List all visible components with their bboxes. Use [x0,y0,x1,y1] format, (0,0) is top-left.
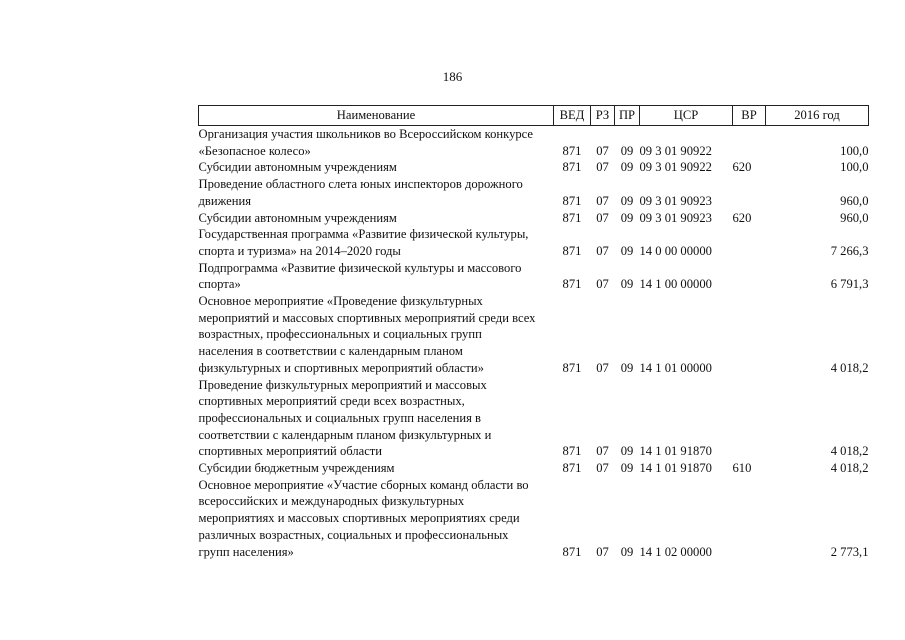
row-rz: 07 [596,210,609,225]
row-name [199,176,554,209]
row-name-line: групп населения» [198,544,294,559]
row-ved: 871 [562,210,582,225]
row-csr: 14 0 00 00000 [639,243,712,258]
row-name [199,460,554,477]
budget-table [198,105,869,560]
row-vr: 610 [732,461,752,476]
row-name-line: соответствии с календарным планом физкультурных и [198,427,492,442]
row-name-line: мероприятиях и массовых спортивных мероприятиях среди [198,511,520,526]
row-sum: 7 266,3 [830,243,869,258]
row-rz: 07 [596,444,609,459]
header-year-2016: 2016 год [766,106,869,126]
row-vr [733,260,766,293]
row-name-line: спортивных мероприятий среди всех возрастных, [198,394,465,409]
row-name-line: «Безопасное колесо» [198,143,311,158]
row-sum: 4 018,2 [830,461,869,476]
row-name [199,210,554,227]
row-name [199,477,554,561]
table-row [199,210,869,227]
row-ved: 871 [562,143,582,158]
row-rz: 07 [596,360,609,375]
row-sum: 6 791,3 [830,277,869,292]
row-name-line: различных возрастных, социальных и профессиональных [198,527,509,542]
row-rz: 07 [596,544,609,559]
header-rz: РЗ [591,106,615,126]
row-csr: 09 3 01 90922 [639,143,712,158]
row-name-line: Основное мероприятие «Участие сборных команд области во [198,477,529,492]
table-row [199,226,869,259]
row-sum: 4 018,2 [830,444,869,459]
row-name-line: Основное мероприятие «Проведение физкультурных [198,294,483,309]
table-row [199,176,869,209]
row-rz: 07 [596,143,609,158]
row-pr: 09 [620,277,634,292]
header-name: Наименование [199,106,554,126]
header-csr: ЦСР [640,106,733,126]
row-pr: 09 [620,193,634,208]
row-name-line: возрастных, профессиональных и социальных групп [198,327,482,342]
row-rz: 07 [596,461,609,476]
row-sum: 2 773,1 [830,544,869,559]
table-row [199,377,869,461]
row-vr [733,293,766,377]
row-csr: 14 1 00 00000 [639,277,712,292]
row-name-line: спортивных мероприятий области [198,444,383,459]
row-name-line: Субсидии автономным учреждениям [198,210,397,225]
row-ved: 871 [562,193,582,208]
row-sum: 4 018,2 [830,360,869,375]
row-pr: 09 [620,444,634,459]
row-pr: 09 [620,360,634,375]
row-ved: 871 [562,544,582,559]
row-sum: 960,0 [840,210,869,225]
row-ved: 871 [562,243,582,258]
row-vr: 620 [732,210,752,225]
row-ved: 871 [562,160,582,175]
row-name-line: Подпрограмма «Развитие физической культуры и массового [198,260,522,275]
row-sum: 100,0 [840,160,869,175]
table-header-row [199,106,869,126]
row-csr: 14 1 01 91870 [639,461,712,476]
row-rz: 07 [596,160,609,175]
row-csr: 14 1 01 00000 [639,360,712,375]
row-pr: 09 [620,461,634,476]
row-name-line: Субсидии бюджетным учреждениям [198,461,395,476]
row-name-line: мероприятий и массовых спортивных мероприятий среди всех [198,310,536,325]
row-pr: 09 [620,210,634,225]
row-name-line: Проведение физкультурных мероприятий и массовых [198,377,487,392]
row-name-line: физкультурных и спортивных мероприятий области» [198,360,484,375]
row-vr [733,126,766,160]
row-csr: 09 3 01 90922 [639,160,712,175]
row-ved: 871 [562,360,582,375]
row-sum: 960,0 [840,193,869,208]
table-row [199,126,869,160]
table-row [199,477,869,561]
row-csr: 09 3 01 90923 [639,210,712,225]
row-name-line: Проведение областного слета юных инспекторов дорожного [198,177,523,192]
row-ved: 871 [562,277,582,292]
row-name [199,159,554,176]
row-vr [733,477,766,561]
row-name [199,226,554,259]
page-number: 186 [442,69,463,84]
row-name-line: Субсидии автономным учреждениям [198,160,397,175]
row-rz: 07 [596,193,609,208]
table-row [199,293,869,377]
row-sum: 100,0 [840,143,869,158]
row-name [199,377,554,461]
row-pr: 09 [620,160,634,175]
row-ved: 871 [562,444,582,459]
header-pr: ПР [615,106,640,126]
row-name [199,126,554,160]
row-rz: 07 [596,243,609,258]
row-name-line: Государственная программа «Развитие физической культуры, [198,227,529,242]
row-vr: 620 [732,160,752,175]
row-pr: 09 [620,243,634,258]
row-rz: 07 [596,277,609,292]
row-csr: 14 1 02 00000 [639,544,712,559]
row-name [199,293,554,377]
row-pr: 09 [620,544,634,559]
row-name-line: спорта и туризма» на 2014–2020 годы [198,243,401,258]
row-csr: 14 1 01 91870 [639,444,712,459]
table-row [199,460,869,477]
row-vr [733,226,766,259]
row-name-line: Организация участия школьников во Всероссийском конкурсе [198,127,534,141]
row-name-line: всероссийских и международных физкультурных [198,494,465,509]
row-name-line: движения [198,193,251,208]
table-row [199,159,869,176]
header-vr: ВР [733,106,766,126]
row-vr [733,176,766,209]
row-name-line: профессиональных и социальных групп населения в [198,410,481,425]
row-name-line: спорта» [198,277,241,292]
row-csr: 09 3 01 90923 [639,193,712,208]
row-vr [733,377,766,461]
row-ved: 871 [562,461,582,476]
header-ved: ВЕД [554,106,591,126]
row-name [199,260,554,293]
row-pr: 09 [620,143,634,158]
row-name-line: населения в соответствии с календарным планом [198,344,463,359]
table-row [199,260,869,293]
